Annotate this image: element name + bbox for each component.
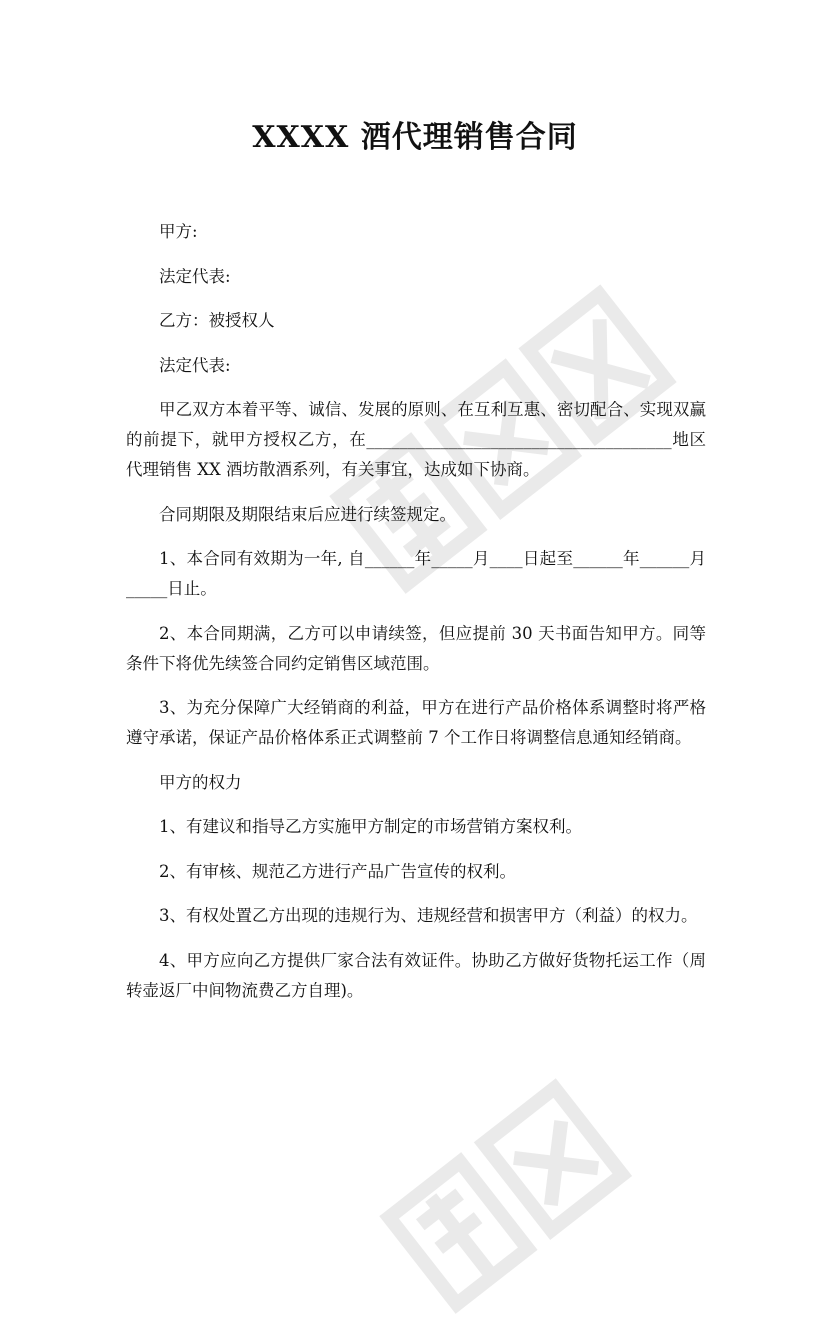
party-b-legal-rep-line: 法定代表: (159, 355, 231, 375)
clause-term-3: 3、为充分保障广大经销商的利益，甲方在进行产品价格体系调整时将严格遵守承诺，保证产品价格体系正式调整前 7 个工作日将调整信息通知经销商。 (126, 698, 706, 747)
party-a-line: 甲方: (159, 222, 198, 241)
section-heading-term: 合同期限及期限结束后应进行续签规定。 (159, 504, 456, 524)
clause-rights-3: 3、有权处置乙方出现的违规行为、违规经营和损害甲方（利益）的权力。 (159, 906, 698, 925)
clause-rights-2: 2、有审核、规范乙方进行产品广告宣传的权利。 (159, 861, 516, 881)
clause-term-2: 2、本合同期满，乙方可以申请续签，但应提前 30 天书面告知甲方。同等条件下将优先续签合同约定销售区域范围。 (126, 623, 706, 673)
party-b-line: 乙方：被授权人 (159, 311, 275, 330)
section-heading-party-a-rights: 甲方的权力 (159, 772, 242, 792)
clause-rights-1: 1、有建议和指导乙方实施甲方制定的市场营销方案权利。 (159, 817, 582, 836)
party-a-legal-rep-line: 法定代表: (159, 266, 231, 286)
document-title: XXXX 酒代理销售合同 (252, 120, 578, 155)
clause-term-1: 1、本合同有效期为一年, 自______年_____月____日起至______年______月_____日止。 (126, 549, 706, 598)
document-body (126, 217, 706, 1020)
clause-rights-4: 4、甲方应向乙方提供厂家合法有效证件。协助乙方做好货物托运工作（周转壶返厂中间物流费乙方自理)。 (126, 950, 706, 1000)
preamble-paragraph: 甲乙双方本着平等、诚信、发展的原则、在互利互惠、密切配合、实现双赢的前提下，就甲方授权乙方，在_____________________________________地区代理销售 XX 酒坊散酒系列，有关事宜，达成如下协商。 (126, 400, 706, 479)
watermark-logo-bottom (369, 986, 751, 1334)
